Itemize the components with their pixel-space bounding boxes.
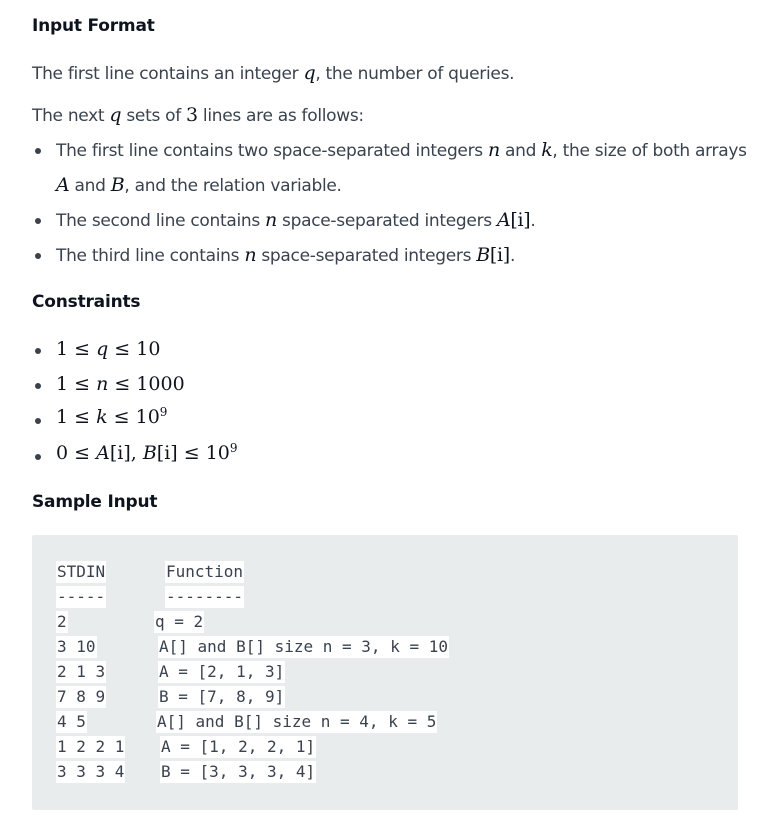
function-line: A = [1, 2, 2, 1] bbox=[161, 737, 316, 756]
function-rule: -------- bbox=[166, 587, 244, 606]
function-line: B = [7, 8, 9] bbox=[159, 687, 285, 706]
stdin-line: 1 2 2 1 bbox=[57, 737, 125, 756]
sample-input-heading: Sample Input bbox=[32, 492, 158, 512]
stdin-rule: ----- bbox=[57, 587, 106, 606]
bullet-dot bbox=[35, 418, 41, 424]
stdin-line: 2 1 3 bbox=[57, 662, 106, 681]
constraint-k: $1 \le k \le 10^9$ bbox=[56, 405, 168, 428]
constraints-heading: Constraints bbox=[32, 292, 141, 312]
function-line: A = [2, 1, 3] bbox=[159, 662, 285, 681]
bullet-dot bbox=[35, 218, 41, 224]
stdin-line: 3 3 3 4 bbox=[57, 762, 125, 781]
bullet-dot bbox=[35, 383, 41, 389]
input-format-heading: Input Format bbox=[32, 16, 155, 36]
sample-input-codeblock bbox=[32, 535, 738, 810]
input-format-line2: The next q sets of 3 lines are as follows: bbox=[32, 104, 364, 126]
input-format-line1: The first line contains an integer q, the number of queries. bbox=[32, 62, 515, 84]
input-format-bullet1-cont: A and B, and the relation variable. bbox=[56, 174, 342, 196]
stdin-header: STDIN bbox=[57, 562, 106, 581]
constraint-q: 1 ≤ q ≤ 10 bbox=[56, 338, 161, 360]
stdin-line: 2 bbox=[57, 612, 67, 631]
function-line: q = 2 bbox=[155, 612, 204, 631]
function-line: B = [3, 3, 3, 4] bbox=[161, 762, 316, 781]
stdin-line: 4 5 bbox=[57, 712, 86, 731]
function-line: A[] and B[] size n = 3, k = 10 bbox=[159, 637, 448, 656]
constraint-ab: 0 ≤ A[i], $B[i] \le 10^9$ bbox=[56, 441, 238, 464]
input-format-bullet3: The third line contains n space-separated integers B[i]. bbox=[56, 244, 516, 266]
bullet-dot bbox=[35, 148, 41, 154]
bullet-dot bbox=[35, 253, 41, 259]
constraint-n: 1 ≤ n ≤ 1000 bbox=[56, 373, 185, 395]
bullet-dot bbox=[35, 454, 41, 460]
function-line: A[] and B[] size n = 4, k = 5 bbox=[157, 712, 437, 731]
bullet-dot bbox=[35, 348, 41, 354]
input-format-bullet2: The second line contains n space-separated integers A[i]. bbox=[56, 209, 536, 231]
input-format-bullet1: The first line contains two space-separated integers n and k, the size of both arrays bbox=[56, 139, 747, 161]
stdin-line: 3 10 bbox=[57, 637, 96, 656]
stdin-line: 7 8 9 bbox=[57, 687, 106, 706]
function-header: Function bbox=[166, 562, 244, 581]
